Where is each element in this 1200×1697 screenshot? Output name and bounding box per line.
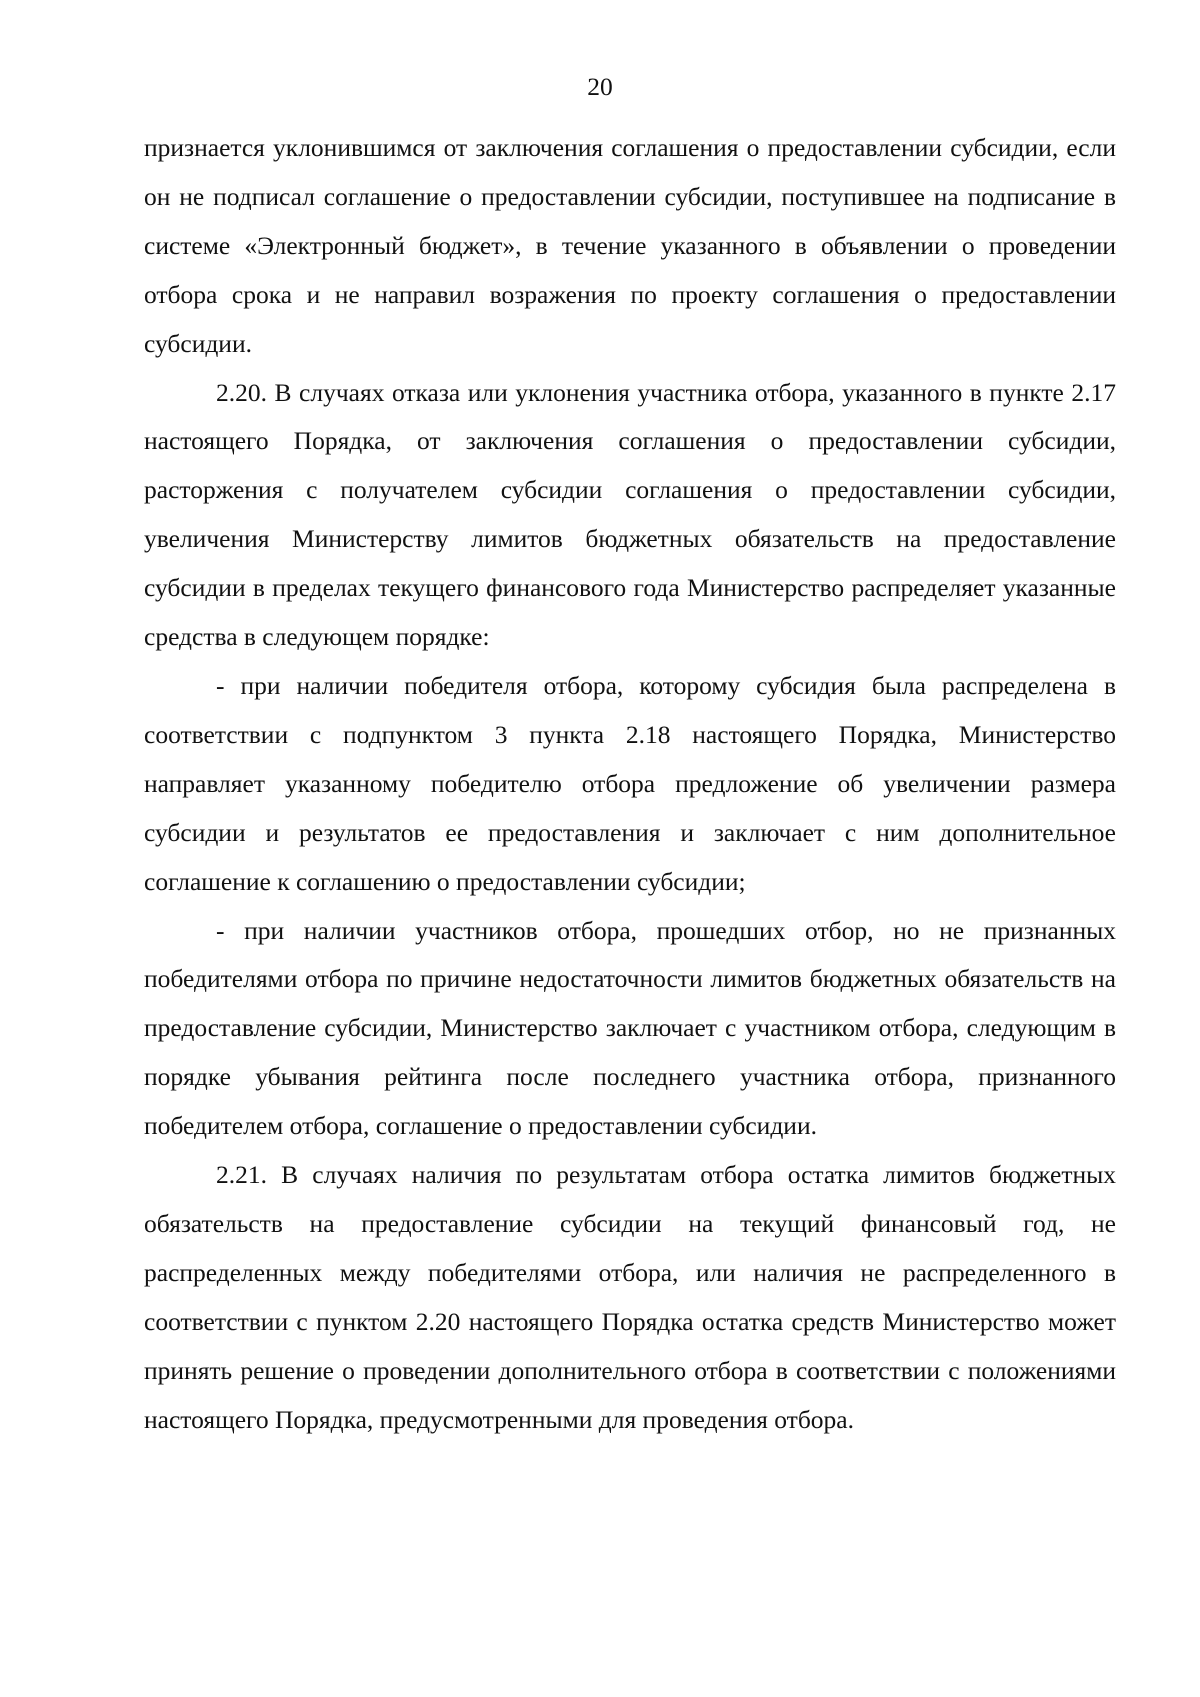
document-body <box>144 124 1116 1444</box>
paragraph-list-item-winner: - при наличии победителя отбора, которому субсидия была распределена в соответствии с подпунктом 3 пункта 2.18 настоящего Порядка, Министерство направляет указанному победителю отбора предложение об увеличении размера субсидии и результатов ее предоставления и заключает с ним дополнительное соглашение к соглашению о предоставлении субсидии; <box>144 670 1116 896</box>
page-number: 20 <box>587 72 613 101</box>
paragraph-list-item-participants: - при наличии участников отбора, прошедших отбор, но не признанных победителями отбора по причине недостаточности лимитов бюджетных обязательств на предоставление субсидии, Министерство заключает с участником отбора, следующим в порядке убывания рейтинга после последнего участника отбора, признанного победителем отбора, соглашение о предоставлении субсидии. <box>144 915 1116 1141</box>
paragraph-2-21: 2.21. В случаях наличия по результатам отбора остатка лимитов бюджетных обязательств на предоставление субсидии на текущий финансовый год, не распределенных между победителями отбора, или наличия не распределенного в соответствии с пунктом 2.20 настоящего Порядка остатка средств Министерство может принять решение о проведении дополнительного отбора в соответствии с положениями настоящего Порядка, предусмотренными для проведения отбора. <box>144 1160 1116 1434</box>
paragraph-2-20: 2.20. В случаях отказа или уклонения участника отбора, указанного в пункте 2.17 настоящего Порядка, от заключения соглашения о предоставлении субсидии, расторжения с получателем субсидии соглашения о предоставлении субсидии, увеличения Министерству лимитов бюджетных обязательств на предоставление субсидии в пределах текущего финансового года Министерство распределяет указанные средства в следующем порядке: <box>144 377 1116 652</box>
paragraph-continuation: признается уклонившимся от заключения соглашения о предоставлении субсидии, если он не подписал соглашение о предоставлении субсидии, поступившее на подписание в системе «Электронный бюджет», в течение указанного в объявлении о проведении отбора срока и не направил возражения по проекту соглашения о предоставлении субсидии. <box>144 133 1116 358</box>
